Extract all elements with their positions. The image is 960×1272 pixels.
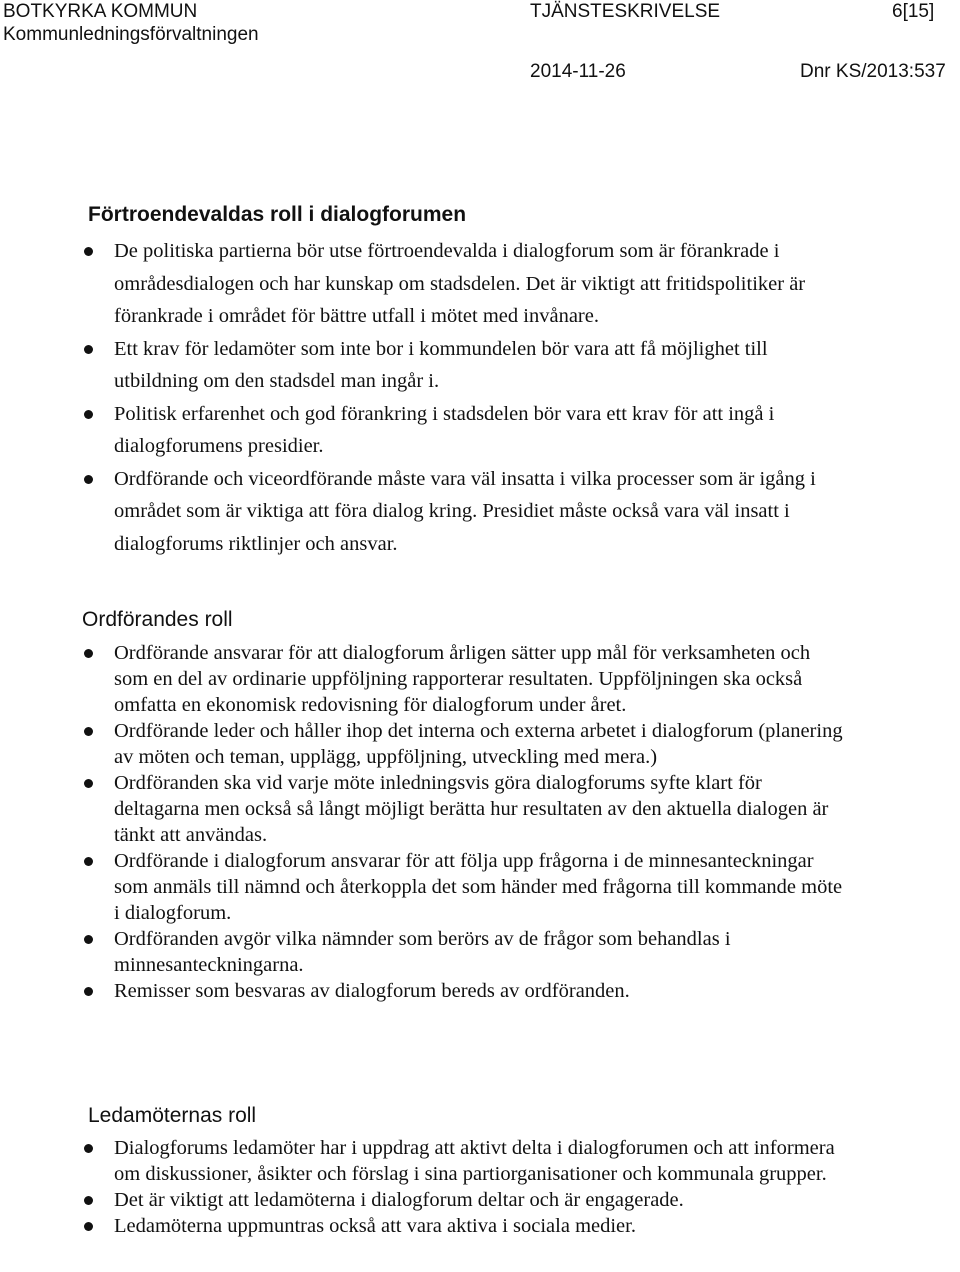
bullet-icon: [84, 1222, 93, 1231]
list-item-text: De politiska partierna bör utse förtroendevalda i dialogforum som är förankrade i områdesdialogen och har kunskap om stadsdelen. Det är viktigt att fritidspolitiker är förankrade i området för bättre utfall i mötet med invånare.: [114, 240, 806, 327]
ordforandes-list: [0, 640, 960, 1004]
org-name: BOTKYRKA KOMMUN: [3, 1, 198, 22]
list-item-text: Ordförande leder och håller ihop det interna och externa arbetet i dialogforum (planering av möten och teman, upplägg, uppföljning, utveckling med mera.): [114, 720, 843, 768]
list-item: [0, 978, 960, 1004]
section-heading-ledamoternas: Ledamöternas roll: [88, 1104, 257, 1127]
bullet-icon: [84, 345, 93, 354]
list-item-text: Ledamöterna uppmuntras också att vara aktiva i sociala medier.: [114, 1215, 636, 1237]
document-dnr: Dnr KS/2013:537: [800, 61, 946, 82]
fortroendevaldas-list: [0, 235, 960, 560]
list-item-text: Dialogforums ledamöter har i uppdrag att aktivt delta i dialogforumen och att informera om diskussioner, åsikter och förslag i sina partiorganisationer och kommunala grupper.: [114, 1137, 835, 1185]
bullet-icon: [84, 1144, 93, 1153]
list-item-text: Ordföranden avgör vilka nämnder som berörs av de frågor som behandlas i minnesanteckningarna.: [114, 928, 731, 976]
list-item: [0, 398, 960, 463]
bullet-icon: [84, 779, 93, 788]
bullet-icon: [84, 410, 93, 419]
bullet-icon: [84, 727, 93, 736]
list-item: [0, 1187, 960, 1213]
bullet-icon: [84, 247, 93, 256]
ledamoternas-list: [0, 1135, 960, 1239]
bullet-icon: [84, 857, 93, 866]
bullet-icon: [84, 649, 93, 658]
list-item-text: Ett krav för ledamöter som inte bor i kommundelen bör vara att få möjlighet till utbildning om den stadsdel man ingår i.: [114, 337, 768, 392]
section-heading-fortroendevaldas: Förtroendevaldas roll i dialogforumen: [88, 203, 467, 226]
list-item-text: Ordförande i dialogforum ansvarar för att följa upp frågorna i de minnesanteckningar som anmäls till nämnd och återkoppla det som händer med frågorna till kommande möte i dialogforum.: [114, 850, 843, 924]
bullet-icon: [84, 935, 93, 944]
list-item: [0, 1135, 960, 1187]
list-item-text: Det är viktigt att ledamöterna i dialogforum deltar och är engagerade.: [114, 1189, 684, 1211]
bullet-icon: [84, 987, 93, 996]
page-number: 6[15]: [892, 1, 935, 22]
list-item-text: Ordförande och viceordförande måste vara väl insatta i vilka processer som är igång i området som är viktiga att föra dialog kring. Presidiet måste också vara väl insatt i dialogforums riktlinjer och ansvar.: [114, 467, 816, 555]
list-item-text: Remisser som besvaras av dialogforum bereds av ordföranden.: [114, 980, 630, 1002]
department-name: Kommunledningsförvaltningen: [3, 24, 259, 45]
section-heading-ordforandes: Ordförandes roll: [82, 608, 233, 631]
list-item: [0, 333, 960, 398]
list-item: [0, 848, 960, 926]
list-item-text: Ordföranden ska vid varje möte inledningsvis göra dialogforums syfte klart för deltagarna men också så långt möjligt berätta hur resultaten av den aktuella dialogen är tänkt att användas.: [114, 772, 829, 846]
list-item: [0, 770, 960, 848]
document-date: 2014-11-26: [530, 61, 626, 82]
bullet-icon: [84, 1196, 93, 1205]
list-item: [0, 718, 960, 770]
document-type: TJÄNSTESKRIVELSE: [530, 1, 721, 22]
list-item: [0, 926, 960, 978]
list-item-text: Ordförande ansvarar för att dialogforum årligen sätter upp mål för verksamheten och som en del av ordinarie uppföljning rapporterar resultaten. Uppföljningen ska också omfatta en ekonomisk redovisning för dialogforum under året.: [114, 642, 811, 716]
list-item: [0, 235, 960, 333]
bullet-icon: [84, 475, 93, 484]
list-item: [0, 463, 960, 561]
list-item: [0, 1213, 960, 1239]
list-item-text: Politisk erfarenhet och god förankring i stadsdelen bör vara ett krav för att ingå i dialogforumens presidier.: [114, 402, 775, 457]
list-item: [0, 640, 960, 718]
